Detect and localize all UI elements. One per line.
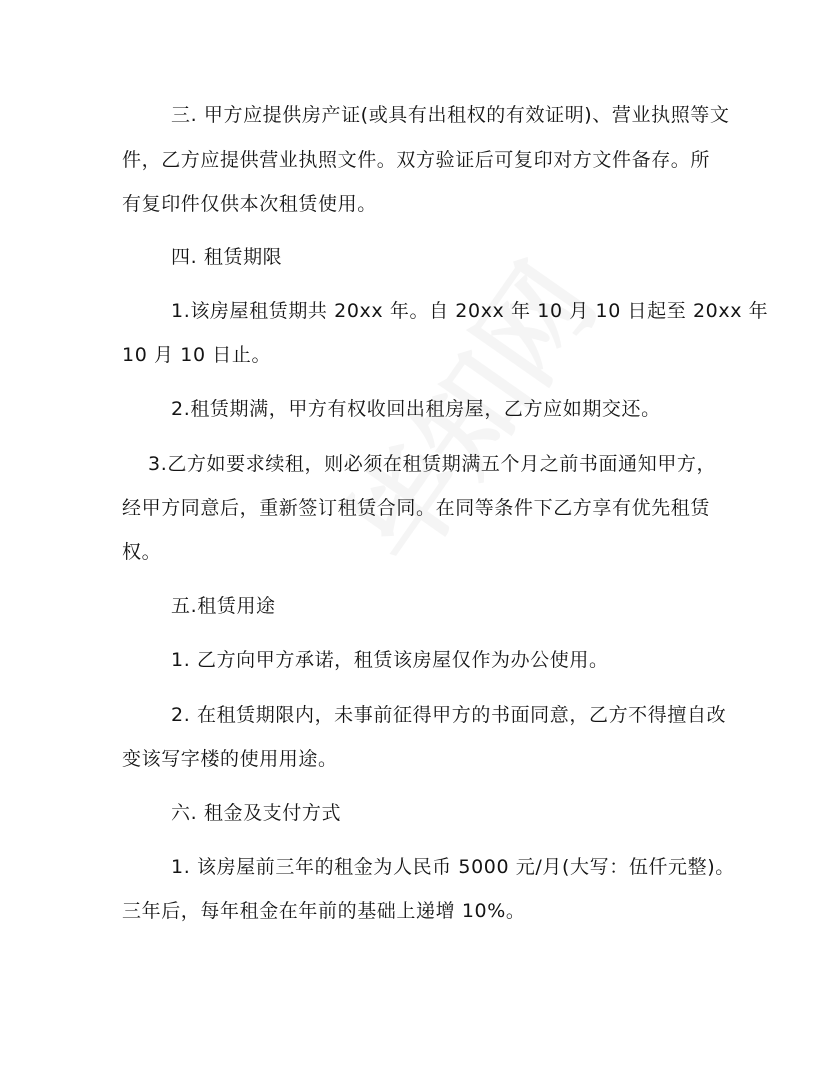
paragraph-4-3-line-1: 3.乙方如要求续租，则必须在租赁期满五个月之前书面通知甲方， — [148, 453, 717, 475]
paragraph-6-1-line-1: 1. 该房屋前三年的租金为人民币 5000 元/月(大写：伍仟元整)。 — [171, 856, 735, 878]
paragraph-4-2-line-1: 2.租赁期满，甲方有权收回出租房屋，乙方应如期交还。 — [171, 398, 661, 420]
section-heading-4: 四. 租赁期限 — [171, 246, 283, 268]
paragraph-1-line-3: 有复印件仅供本次租赁使用。 — [122, 193, 377, 215]
paragraph-5-2-line-2: 变该写字楼的使用用途。 — [122, 748, 338, 770]
paragraph-4-1-line-1: 1.该房屋租赁期共 20xx 年。自 20xx 年 10 月 10 日起至 20xx 年 — [171, 300, 769, 322]
section-heading-6: 六. 租金及支付方式 — [171, 802, 342, 824]
paragraph-1-line-2: 件，乙方应提供营业执照文件。双方验证后可复印对方文件备存。所 — [122, 149, 711, 171]
paragraph-4-3-line-2: 经甲方同意后，重新签订租赁合同。在同等条件下乙方享有优先租赁 — [122, 497, 711, 519]
paragraph-6-1-line-2: 三年后，每年租金在年前的基础上递增 10%。 — [122, 900, 526, 922]
paragraph-4-1-line-2: 10 月 10 日止。 — [122, 344, 272, 366]
paragraph-4-3-line-3: 权。 — [122, 541, 162, 563]
section-heading-5: 五.租赁用途 — [171, 595, 276, 617]
paragraph-5-1-line-1: 1. 乙方向甲方承诺，租赁该房屋仅作为办公使用。 — [171, 649, 609, 671]
paragraph-5-2-line-1: 2. 在租赁期限内，未事前征得甲方的书面同意，乙方不得擅自改 — [171, 704, 727, 726]
paragraph-1-line-1: 三. 甲方应提供房产证(或具有出租权的有效证明)、营业执照等文 — [171, 104, 730, 126]
